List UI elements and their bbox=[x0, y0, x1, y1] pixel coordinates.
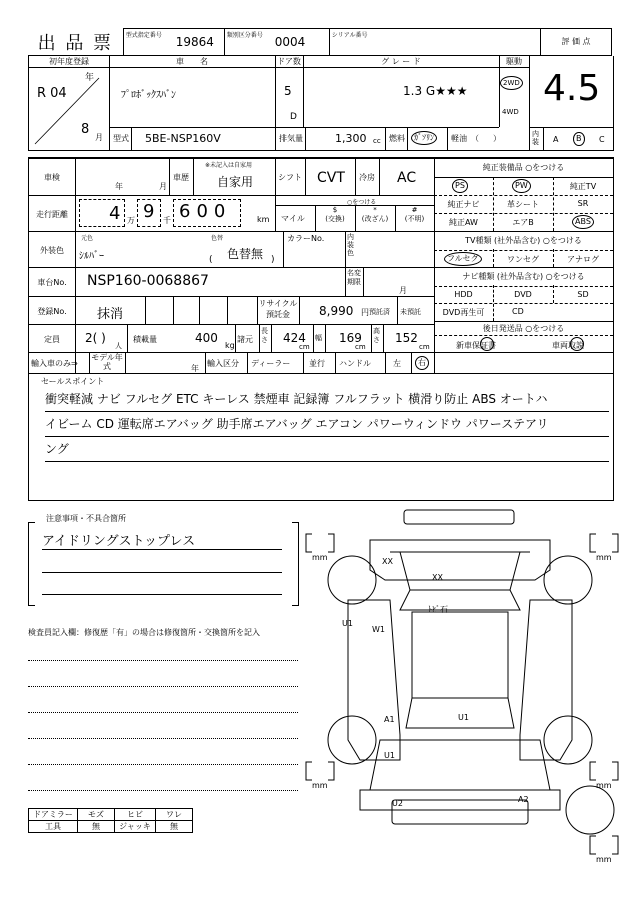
equip-ps: PS bbox=[452, 179, 468, 193]
odo-dollar-sub: (交換) bbox=[325, 214, 345, 223]
repaint-label: 色替 bbox=[211, 234, 224, 242]
mm-unit-4: mm bbox=[596, 781, 612, 790]
handle-label: ハンドル bbox=[339, 358, 371, 368]
jack-label: ジャッキ bbox=[115, 821, 156, 833]
chassis-no: NSP160-0068867 bbox=[87, 272, 209, 289]
sales-line-3: ング bbox=[45, 437, 609, 462]
shift-value: CVT bbox=[317, 169, 345, 186]
drive-2wd: 2WD bbox=[500, 76, 523, 90]
year-unit: 年 bbox=[85, 72, 95, 83]
capacity-value: 2( ) bbox=[85, 330, 106, 345]
tv-title: TV種類 (社外品含む) ○をつける bbox=[434, 231, 613, 251]
grade: 1.3 G★★★ bbox=[403, 83, 468, 98]
orig-color-label: 元色 bbox=[81, 234, 94, 242]
fuel-paren-close: ） bbox=[493, 133, 501, 143]
mm-unit-5: mm bbox=[596, 855, 612, 864]
fuel-diesel: 軽油 bbox=[451, 133, 467, 143]
mileage-digit-2: 9 bbox=[143, 200, 155, 222]
car-name: ﾌﾟﾛﾎﾞｯｸｽﾊﾞﾝ bbox=[121, 89, 176, 101]
history-label: 車歴 bbox=[173, 172, 189, 182]
width-label: 幅 bbox=[315, 333, 322, 342]
km-unit: km bbox=[257, 214, 270, 224]
navi-dvd: DVD bbox=[514, 289, 532, 299]
detail-block bbox=[28, 157, 614, 501]
diagonal-line bbox=[29, 68, 109, 150]
rating-label: 評 価 点 bbox=[541, 29, 612, 56]
model-year-label: モデル年式 bbox=[91, 352, 123, 371]
recycle-unit: 円 bbox=[361, 307, 369, 317]
parallel: 並行 bbox=[309, 358, 325, 368]
car-name-label: 車 名 bbox=[109, 56, 275, 68]
int-color-label: 内装色 bbox=[347, 232, 354, 257]
mileage-digit-1: 4 bbox=[109, 202, 121, 224]
equip-navi: 純正ナビ bbox=[447, 199, 480, 209]
docs-manual: 車両取説 bbox=[552, 340, 584, 350]
equip-leather: 革シート bbox=[507, 199, 539, 209]
man-unit: 万 bbox=[127, 215, 135, 225]
interior-b: B bbox=[573, 132, 585, 146]
dims-label: 諸元 bbox=[237, 334, 253, 344]
sheet-title: 出 品 票 bbox=[37, 32, 114, 54]
capacity-label: 定員 bbox=[44, 334, 60, 344]
interior-a: A bbox=[553, 134, 559, 144]
drive-4wd: 4WD bbox=[502, 107, 519, 116]
height-value: 152 bbox=[395, 330, 418, 345]
fuel-gasoline: ｶﾞｿﾘﾝ bbox=[411, 131, 437, 145]
history-value: 自家用 bbox=[217, 174, 254, 189]
inspector-label: 検査員記入欄：修復歴「有」の場合は修復箇所・交換箇所を記入 bbox=[28, 628, 260, 637]
interior-c: C bbox=[599, 134, 605, 144]
cc-unit: cc bbox=[373, 136, 381, 145]
mark-w1: W1 bbox=[372, 625, 385, 634]
mirror-table bbox=[28, 808, 193, 833]
mileage-digit-3: 6 bbox=[179, 200, 197, 222]
shaken-month-unit: 月 bbox=[159, 181, 167, 191]
handle-right: 右 bbox=[415, 356, 429, 370]
import-label: 輸入車のみ⇒ bbox=[31, 358, 78, 368]
mark-xx-2: XX bbox=[432, 573, 443, 582]
model-type: 5BE-NSP160V bbox=[145, 131, 221, 145]
mileage-label: 走行距離 bbox=[36, 209, 68, 219]
notes-label: 注意事項・不具合箇所 bbox=[46, 514, 126, 523]
model-type-label: 型式 bbox=[113, 133, 129, 143]
recycle-value: 8,990 bbox=[319, 303, 354, 318]
width-unit: cm bbox=[355, 342, 366, 351]
mark-u1-3: U1 bbox=[384, 751, 395, 760]
interior-label: 内装 bbox=[532, 129, 539, 146]
odo-hash-sub: (不明) bbox=[404, 214, 425, 223]
equip-abs: ABS bbox=[572, 215, 594, 229]
repaint-paren-open: ( bbox=[209, 254, 213, 265]
height-unit: cm bbox=[419, 342, 430, 351]
header-table bbox=[28, 28, 612, 56]
sales-label: セールスポイント bbox=[41, 376, 105, 386]
first-reg-era: R 04 bbox=[37, 85, 67, 101]
reg-no: 抹消 bbox=[97, 306, 124, 322]
repaint-value: 色替無 bbox=[227, 246, 264, 261]
mirror-header-2: モズ bbox=[78, 809, 115, 821]
first-reg-label: 初年度登録 bbox=[29, 56, 109, 68]
navi-hdd: HDD bbox=[454, 289, 473, 299]
ac-value: AC bbox=[397, 169, 417, 186]
sen-unit: 千 bbox=[163, 215, 171, 225]
recycle-unpaid: 未預託 bbox=[400, 307, 421, 316]
class-no-label: 類別区分番号 bbox=[226, 32, 263, 39]
first-reg-month: 8 bbox=[81, 121, 90, 137]
jack-value: 無 bbox=[156, 821, 193, 833]
name-change-label: 名変期限 bbox=[347, 268, 361, 286]
cd-label: CD bbox=[512, 306, 524, 316]
length-unit: cm bbox=[299, 342, 310, 351]
odo-dollar: $ bbox=[332, 205, 338, 214]
tools-label: 工具 bbox=[29, 821, 78, 833]
mileage-digit-5: 0 bbox=[213, 200, 232, 222]
mark-u2: U2 bbox=[392, 799, 403, 808]
height-label: 高さ bbox=[373, 326, 380, 344]
history-note: ※未記入は自家用 bbox=[205, 161, 253, 169]
rating-value: 4.5 bbox=[543, 67, 601, 109]
mirror-header-1: ドアミラー bbox=[29, 809, 78, 821]
displacement: 1,300 bbox=[335, 131, 367, 145]
tv-analog: アナログ bbox=[567, 254, 599, 264]
sales-line-2: イビーム CD 運転席エアバッグ 助手席エアバッグ エアコン パワーウィンドウ パワーステアリ bbox=[45, 412, 609, 437]
class-no: 0004 bbox=[274, 34, 306, 49]
repaint-paren-close: ) bbox=[271, 254, 275, 265]
equipment-title: 純正装備品 ○をつける bbox=[434, 159, 613, 178]
color-label: 外装色 bbox=[40, 245, 64, 255]
doors: 5 bbox=[284, 83, 292, 98]
month-unit: 月 bbox=[95, 132, 103, 142]
reg-no-label: 登録No. bbox=[37, 306, 67, 316]
notes-text: アイドリングストップレス bbox=[42, 530, 282, 550]
mark-xx-1: XX bbox=[382, 557, 393, 566]
mark-a1: A1 bbox=[384, 715, 395, 724]
model-no: 19864 bbox=[175, 34, 214, 49]
shaken-label: 車検 bbox=[44, 172, 60, 182]
length-label: 長さ bbox=[261, 326, 268, 344]
equip-sr: SR bbox=[577, 198, 589, 208]
mm-unit-2: mm bbox=[596, 553, 612, 562]
equip-pw: PW bbox=[512, 179, 531, 193]
tools-value: 無 bbox=[78, 821, 115, 833]
grade-label: グ レ ー ド bbox=[303, 56, 499, 68]
mark-a2: A2 bbox=[518, 795, 529, 804]
mark-u1-1: U1 bbox=[342, 619, 353, 628]
registration-block bbox=[28, 56, 614, 151]
shaken-year-unit: 年 bbox=[115, 181, 123, 191]
equip-aw: 純正AW bbox=[449, 217, 478, 227]
mm-unit-1: mm bbox=[312, 553, 328, 562]
chassis-label: 車台No. bbox=[37, 277, 67, 287]
sales-points bbox=[45, 387, 609, 462]
recycle-label: リサイクル預託金 bbox=[258, 298, 298, 319]
serial-label: シリアル番号 bbox=[331, 32, 368, 39]
tv-fullseg: フルセグ bbox=[444, 252, 482, 266]
odo-star: * bbox=[373, 205, 377, 214]
shift-label: シフト bbox=[278, 172, 302, 182]
mark-u1-2: U1 bbox=[458, 713, 469, 722]
auction-sheet bbox=[28, 28, 612, 501]
drive-label: 駆動 bbox=[499, 56, 529, 68]
odo-note: ○をつける bbox=[347, 198, 377, 206]
load-unit: kg bbox=[225, 340, 235, 350]
color-no-label: カラーNo. bbox=[287, 233, 325, 243]
mm-unit-3: mm bbox=[312, 781, 328, 790]
import-year-unit: 年 bbox=[191, 363, 199, 373]
dvd-playable: DVD再生可 bbox=[442, 307, 485, 317]
length-value: 424 bbox=[283, 330, 306, 345]
model-no-label: 型式指定番号 bbox=[125, 32, 162, 39]
mark-tobiishi: ﾄﾋﾞ石 bbox=[428, 605, 448, 614]
dealer: ディーラー bbox=[251, 358, 291, 368]
capacity-unit: 人 bbox=[115, 341, 122, 350]
notes-box bbox=[28, 522, 298, 604]
sales-line-1: 衝突軽減 ナビ フルセグ ETC キーレス 禁煙車 記録簿 フルフラット 横滑り防止 ABS オートハ bbox=[45, 387, 609, 412]
equipment-panel bbox=[434, 159, 613, 352]
mirror-header-4: ワレ bbox=[156, 809, 193, 821]
mirror-header-3: ヒビ bbox=[115, 809, 156, 821]
mile-unit: マイル bbox=[281, 213, 305, 223]
displacement-label: 排気量 bbox=[279, 133, 303, 143]
odo-hash: # bbox=[411, 205, 418, 214]
mileage-digit-4: 0 bbox=[196, 200, 214, 222]
docs-warranty: 新車保証書 bbox=[456, 340, 496, 350]
navi-title: ナビ種類 (社外品含む) ○をつける bbox=[434, 267, 613, 287]
width-value: 169 bbox=[339, 330, 362, 345]
equip-tv: 純正TV bbox=[569, 181, 597, 191]
docs-title: 後日発送品 ○をつける bbox=[434, 321, 613, 336]
ac-label: 冷房 bbox=[359, 172, 375, 182]
name-change-month: 月 bbox=[399, 285, 407, 295]
import-class-label: 輸入区分 bbox=[207, 358, 239, 368]
car-diagram bbox=[300, 500, 620, 870]
tv-oneseg: ワンセグ bbox=[507, 254, 539, 264]
odo-star-sub: (改ざん) bbox=[361, 214, 389, 223]
orig-color: ｼﾙﾊﾞｰ bbox=[79, 250, 104, 262]
navi-sd: SD bbox=[577, 289, 589, 299]
recycle-paid: 預託済 bbox=[369, 307, 390, 316]
fuel-label: 燃料 bbox=[389, 133, 405, 143]
fuel-paren-open: （ bbox=[471, 133, 479, 143]
equip-airbag: エアB bbox=[512, 217, 534, 227]
handle-left: 左 bbox=[393, 358, 401, 368]
doors-label: ドア数 bbox=[275, 56, 303, 68]
load-value: 400 bbox=[195, 330, 218, 345]
load-label: 積載量 bbox=[133, 334, 157, 344]
door-type: D bbox=[290, 111, 297, 122]
